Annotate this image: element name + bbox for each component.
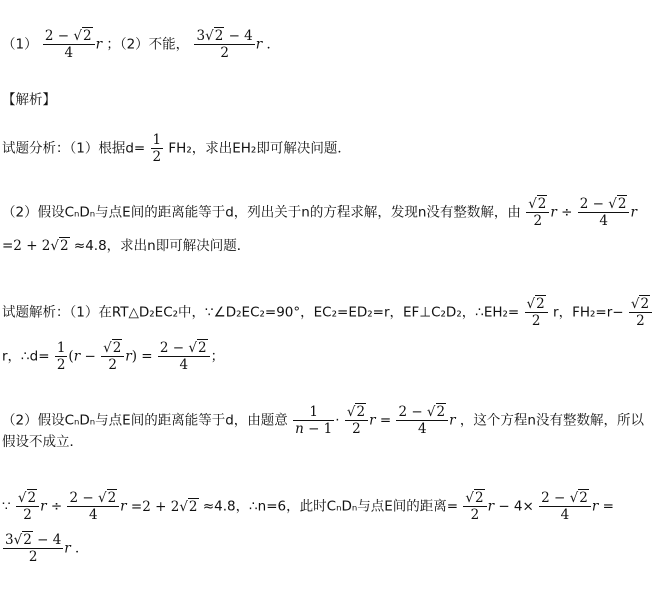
analysis-line-3 xyxy=(2,238,250,254)
solution-line-1 xyxy=(2,296,653,329)
solution-line-6: $\frac{3√2 - 4}{2}$ r ． xyxy=(5,532,89,565)
analysis-text-1b: FH₂，求出EH₂即可解决问题． xyxy=(168,140,351,157)
fraction-sqrt2-over-2: $\frac{√2}{2}$ xyxy=(16,490,39,523)
answer-line: （1） $\frac{2 - √2}{4}$ r ；（2）不能， $\frac{3√2 - 4}{2}$ r ． xyxy=(2,28,281,61)
fraction-sqrt2-over-2: $\frac{√2}{2}$ xyxy=(101,340,124,373)
solution-text-5b: ≈4.8，∴n=6，此时CₙDₙ与点E间的距离= xyxy=(202,498,459,515)
analysis-line-1 xyxy=(2,132,351,165)
answer-fraction-2: $\frac{3√2 - 4}{2}$ xyxy=(196,28,253,61)
answer-separator: ；（2）不能， xyxy=(106,36,190,53)
fraction-3sqrt2-minus-4-over-2: $\frac{3√2 - 4}{2}$ xyxy=(5,532,62,565)
answer-fraction-1: $\frac{2 - √2}{4}$ xyxy=(43,28,95,61)
fraction-2-minus-sqrt2-over-4: $\frac{2 - √2}{4}$ xyxy=(539,490,591,523)
solution-text-1b: r，FH₂=r− xyxy=(553,304,624,321)
solution-line-5: ∵ $\frac{√2}{2}$ r ÷ $\frac{2 - √2}{4}$ r =2 + 2√2 ≈4.8，∴n=6，此时CₙDₙ与点E间的距离= $\frac{√2}{2}$ r − 4× $\frac{2 - √2}{4}$ r = xyxy=(2,490,614,523)
expr-2-plus-2sqrt2: =2 + 2√2 xyxy=(2,238,69,254)
answer-end: ． xyxy=(266,36,281,53)
fraction-2-minus-sqrt2-over-4: $\frac{2 - √2}{4}$ xyxy=(158,340,210,373)
fraction-sqrt2-over-2: $\frac{√2}{2}$ xyxy=(463,490,486,523)
solution-text-3b: ，这个方程n没有整数解，所以 xyxy=(459,412,644,429)
fraction-sqrt2-over-2: $\frac{√2}{2}$ xyxy=(525,296,548,329)
fraction-sqrt2-over-2: $\frac{√2}{2}$ xyxy=(345,404,368,437)
solution-line-4: 假设不成立． xyxy=(2,434,83,450)
solution-line-2: r，∴d= $\frac{1}{2}$ (r − $\frac{√2}{2}$ r) = $\frac{2 - √2}{4}$ ； xyxy=(2,340,225,373)
answer-part1-label: （1） xyxy=(2,36,38,53)
solution-label: 试题解析： xyxy=(2,304,70,321)
analysis-label: 试题分析： xyxy=(2,140,70,157)
fraction-sqrt2-over-2: $\frac{√2}{2}$ xyxy=(526,196,549,229)
expr-2-plus-2sqrt2: =2 + 2√2 xyxy=(130,498,198,515)
analysis-line-2: （2）假设CₙDₙ与点E间的距离能等于d，列出关于n的方程求解，发现n没有整数解，由 $\frac{√2}{2}$ r ÷ $\frac{2 - √2}{4}$ r xyxy=(2,196,637,229)
analysis-text-3b: ≈4.8，求出n即可解决问题． xyxy=(73,238,251,254)
analysis-text-2a: （2）假设CₙDₙ与点E间的距离能等于d，列出关于n的方程求解，发现n没有整数解，由 xyxy=(2,204,521,221)
analysis-text-1a: （1）根据d= xyxy=(69,140,146,157)
analysis-heading: 【解析】 xyxy=(2,92,56,108)
solution-end: ． xyxy=(75,540,89,557)
fraction-2-minus-sqrt2-over-4: $\frac{2 - √2}{4}$ xyxy=(578,196,630,229)
solution-line-3: （2）假设CₙDₙ与点E间的距离能等于d，由题意 $\frac{1}{n - 1}$ · $\frac{√2}{2}$ r = $\frac{2 - √2}{4}$ r ，这个方程n没有整数解，所以 xyxy=(2,404,644,437)
solution-text-2a: r，∴d= xyxy=(2,348,50,365)
fraction-2-minus-sqrt2-over-4: $\frac{2 - √2}{4}$ xyxy=(67,490,119,523)
fraction-half: $\frac{1}{2}$ xyxy=(152,132,162,165)
solution-text-1a: （1）在RT△D₂EC₂中，∵∠D₂EC₂=90°，EC₂=ED₂=r，EF⊥C₂D₂，∴EH₂= xyxy=(69,304,520,321)
fraction-sqrt2-over-2: $\frac{√2}{2}$ xyxy=(629,296,652,329)
fraction-half: $\frac{1}{2}$ xyxy=(56,340,66,373)
fraction-2-minus-sqrt2-over-4: $\frac{2 - √2}{4}$ xyxy=(396,404,448,437)
solution-text-3a: （2）假设CₙDₙ与点E间的距离能等于d，由题意 xyxy=(2,412,288,429)
fraction-1-over-n-minus-1: $\frac{1}{n - 1}$ xyxy=(295,404,333,437)
